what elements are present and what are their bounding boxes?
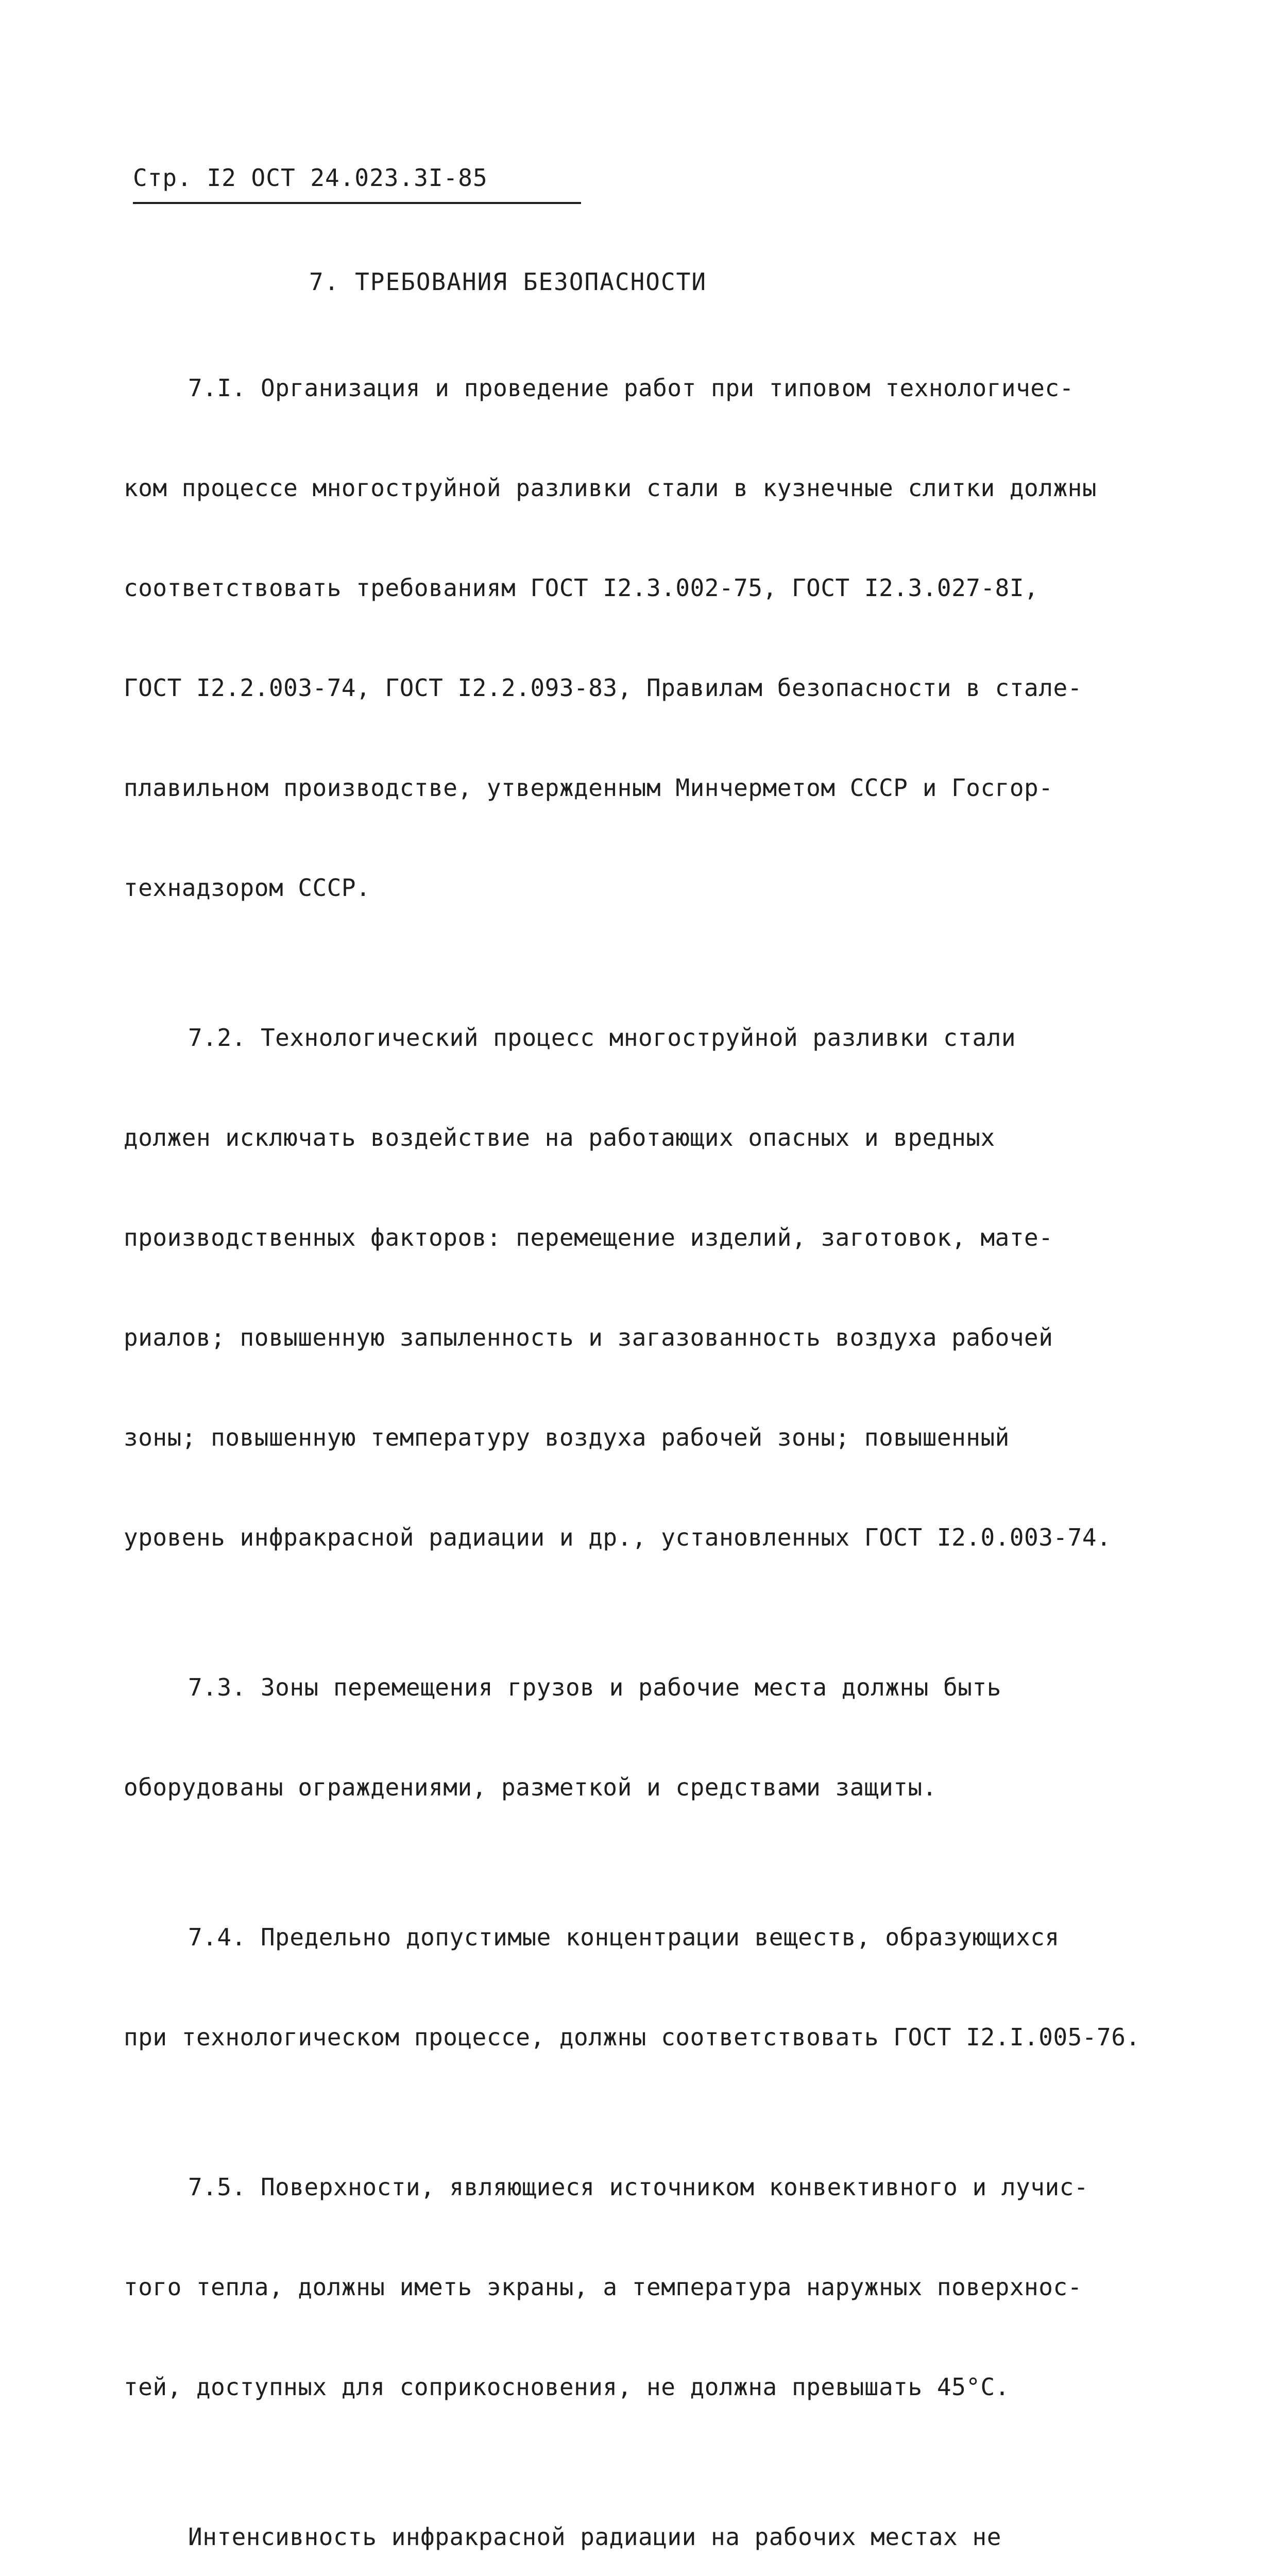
text-line: того тепла, должны иметь экраны, а температура наружных поверхнос- [124, 2273, 1082, 2301]
page-header: Стр. I2 ОСТ 24.023.3I-85 [133, 164, 488, 192]
text-line: производственных факторов: перемещение изделий, заготовок, мате- [124, 1224, 1053, 1251]
text-line: должен исключать воздействие на работающих опасных и вредных [124, 1124, 995, 1151]
document-body [124, 313, 1159, 2576]
header-underline [133, 202, 581, 204]
text-line: тей, доступных для соприкосновения, не должна превышать 45°С. [124, 2373, 1010, 2401]
section-title: 7. ТРЕБОВАНИЯ БЕЗОПАСНОСТИ [309, 268, 707, 296]
text-line: при технологическом процессе, должны соответствовать ГОСТ I2.I.005-76. [124, 2023, 1140, 2051]
text-line: ГОСТ I2.2.003-74, ГОСТ I2.2.093-83, Правилам безопасности в стале- [124, 674, 1082, 702]
text-line: 7.2. Технологический процесс многоструйной разливки стали [188, 1024, 1016, 1052]
text-line: ком процессе многоструйной разливки стали в кузнечные слитки должны [124, 474, 1097, 502]
paragraph-7-5 [124, 2112, 1159, 2462]
text-line: оборудованы ограждениями, разметкой и средствами защиты. [124, 1773, 937, 1801]
paragraph-7-3 [124, 1613, 1159, 1862]
text-line: 7.3. Зоны перемещения грузов и рабочие места должны быть [188, 1673, 1001, 1701]
text-line: риалов; повышенную запыленность и загазованность воздуха рабочей [124, 1324, 1053, 1351]
paragraph-radiation [124, 2462, 1159, 2576]
paragraph-7-4 [124, 1862, 1159, 2112]
text-line: технадзором СССР. [124, 874, 371, 902]
text-line: плавильном производстве, утвержденным Минчерметом СССР и Госгор- [124, 774, 1053, 802]
text-line: 7.I. Организация и проведение работ при типовом технологичес- [188, 374, 1074, 402]
text-line: соответствовать требованиям ГОСТ I2.3.002-75, ГОСТ I2.3.027-8I, [124, 574, 1039, 602]
text-line: зоны; повышенную температуру воздуха рабочей зоны; повышенный [124, 1423, 1010, 1451]
text-line: уровень инфракрасной радиации и др., установленных ГОСТ I2.0.003-74. [124, 1523, 1112, 1551]
paragraph-7-2 [124, 963, 1159, 1613]
paragraph-7-1 [124, 313, 1159, 963]
text-line: 7.4. Предельно допустимые концентрации веществ, образующихся [188, 1923, 1060, 1951]
text-line: Интенсивность инфракрасной радиации на рабочих местах не [188, 2523, 1001, 2551]
text-line: 7.5. Поверхности, являющиеся источником конвективного и лучис- [188, 2173, 1089, 2201]
